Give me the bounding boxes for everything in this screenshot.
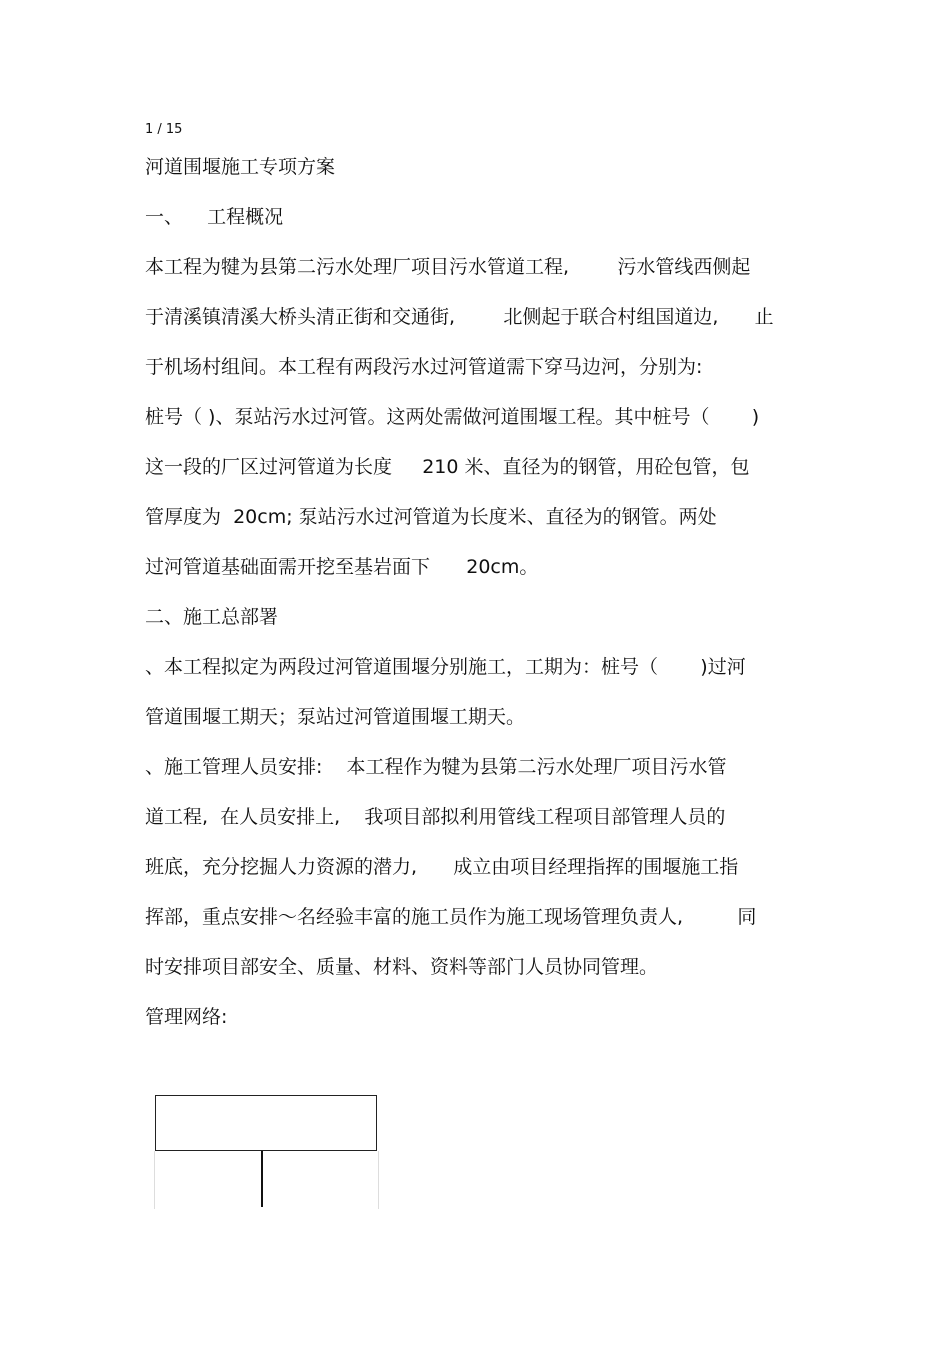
management-network-label: 管理网络: [145,1006,228,1028]
paragraph-line: 桩号（ )、泵站污水过河管。这两处需做河道围堰工程。其中桩号（ ) [145,406,760,428]
section-heading-1: 一、 工程概况 [145,206,284,228]
paragraph-line: 管厚度为 20cm; 泵站污水过河管道为长度米、直径为的钢管。两处 [145,506,717,528]
org-chart-guide-left [154,1151,155,1209]
paragraph-line: 道工程, 在人员安排上, 我项目部拟利用管线工程项目部管理人员的 [145,806,726,828]
paragraph-line: 于机场村组间。本工程有两段污水过河管道需下穿马边河，分别为: [145,356,703,378]
paragraph-line: 本工程为犍为县第二污水处理厂项目污水管道工程, 污水管线西侧起 [145,256,751,278]
paragraph-line: 时安排项目部安全、质量、材料、资料等部门人员协同管理。 [145,956,659,978]
paragraph-line: 挥部，重点安排～名经验丰富的施工员作为施工现场管理负责人, 同 [145,906,757,928]
org-chart-top-box [155,1095,377,1151]
paragraph-line: 、施工管理人员安排: 本工程作为犍为县第二污水处理厂项目污水管 [145,756,727,778]
section-heading-2: 二、施工总部署 [145,606,279,628]
paragraph-line: 这一段的厂区过河管道为长度 210 米、直径为的钢管，用砼包管，包 [145,456,750,478]
paragraph-line: 、本工程拟定为两段过河管道围堰分别施工，工期为：桩号（ )过河 [145,656,746,678]
org-chart-connector [261,1151,263,1207]
page-number: 1 / 15 [145,122,183,137]
paragraph-line: 班底，充分挖掘人力资源的潜力, 成立由项目经理指挥的围堰施工指 [145,856,739,878]
paragraph-line: 过河管道基础面需开挖至基岩面下 20cm。 [145,556,539,578]
paragraph-line: 于清溪镇清溪大桥头清正街和交通街, 北侧起于联合村组国道边, 止 [145,306,774,328]
document-title: 河道围堰施工专项方案 [145,156,336,178]
org-chart-guide-right [378,1151,379,1209]
paragraph-line: 管道围堰工期天；泵站过河管道围堰工期天。 [145,706,526,728]
